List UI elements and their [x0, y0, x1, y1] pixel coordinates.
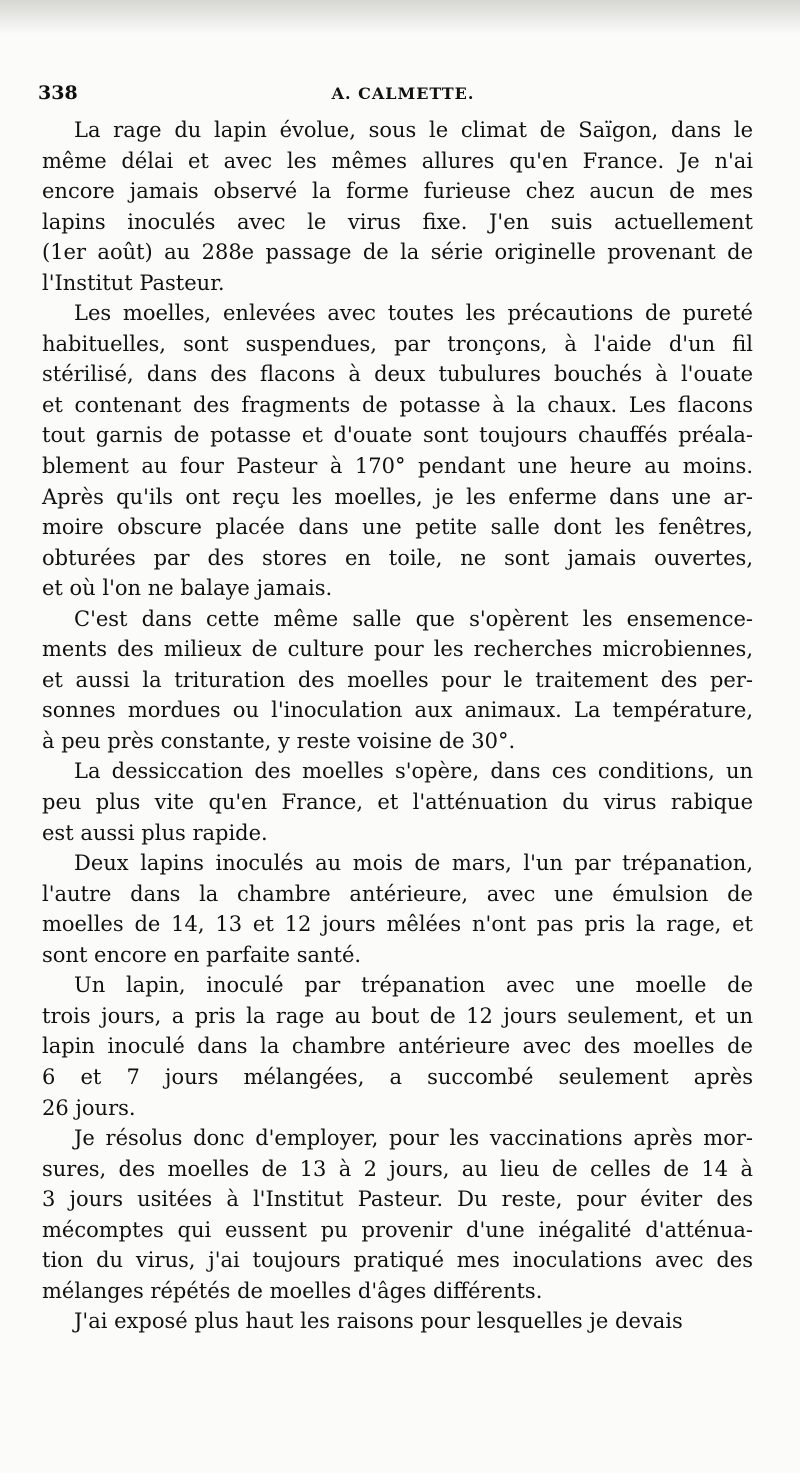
text-line: 26 jours.	[42, 1095, 136, 1120]
text-line: Un lapin, inoculé par trépanation avec une moelle de	[74, 973, 753, 998]
text-line: habituelles, sont suspendues, par tronçons, à l'aide d'un fil	[42, 331, 753, 356]
text-line: moire obscure placée dans une petite salle dont les fenêtres,	[42, 515, 753, 540]
text-line: tion du virus, j'ai toujours pratiqué mes inoculations avec des	[42, 1248, 753, 1273]
text-line: lapin inoculé dans la chambre antérieure avec des moelles de	[42, 1034, 753, 1059]
text-line: l'autre dans la chambre antérieure, avec une émulsion de	[42, 881, 753, 906]
text-line: sont encore en parfaite santé.	[42, 942, 362, 967]
text-line: C'est dans cette même salle que s'opèrent les ensemence-	[74, 606, 753, 631]
paragraph	[42, 1123, 753, 1306]
text-line: lapins inoculés avec le virus fixe. J'en suis actuellement	[42, 209, 753, 234]
text-line: obturées par des stores en toile, ne sont jamais ouvertes,	[42, 545, 753, 570]
text-line: sonnes mordues ou l'inoculation aux animaux. La température,	[42, 698, 753, 723]
text-line: (1er août) au 288e passage de la série originelle provenant de	[42, 240, 753, 265]
text-line: 3 jours usitées à l'Institut Pasteur. Du reste, pour éviter des	[42, 1187, 753, 1212]
text-line: sures, des moelles de 13 à 2 jours, au lieu de celles de 14 à	[42, 1156, 753, 1181]
page-edge-shadow	[0, 0, 800, 34]
text-line: Je résolus donc d'employer, pour les vaccinations après mor-	[74, 1126, 753, 1151]
text-line: même délai et avec les mêmes allures qu'en France. Je n'ai	[42, 148, 753, 173]
text-line: encore jamais observé la forme furieuse chez aucun de mes	[42, 179, 753, 204]
text-line: à peu près constante, y reste voisine de 30°.	[42, 728, 516, 753]
text-line: La dessiccation des moelles s'opère, dans ces conditions, un	[74, 759, 753, 784]
text-line: Deux lapins inoculés au mois de mars, l'un par trépanation,	[74, 851, 753, 876]
body-text	[42, 115, 753, 1337]
running-head	[38, 82, 768, 112]
text-line: peu plus vite qu'en France, et l'atténuation du virus rabique	[42, 790, 753, 815]
text-line: Après qu'ils ont reçu les moelles, je les enferme dans une ar-	[42, 484, 753, 509]
paragraph	[42, 115, 753, 298]
paragraph	[42, 298, 753, 603]
paragraph	[42, 604, 753, 757]
text-line: moelles de 14, 13 et 12 jours mêlées n'ont pas pris la rage, et	[42, 912, 753, 937]
text-line: est aussi plus rapide.	[42, 820, 268, 845]
text-line: et contenant des fragments de potasse à la chaux. Les flacons	[42, 392, 753, 417]
text-line: Les moelles, enlevées avec toutes les précautions de pureté	[74, 301, 753, 326]
text-line: 6 et 7 jours mélangées, a succombé seulement après	[42, 1064, 753, 1089]
paragraph	[42, 970, 753, 1123]
text-line: et aussi la trituration des moelles pour le traitement des per-	[42, 667, 753, 692]
text-line: mélanges répétés de moelles d'âges différents.	[42, 1278, 543, 1303]
text-line: tout garnis de potasse et d'ouate sont toujours chauffés préala-	[42, 423, 753, 448]
header-author: A. CALMETTE.	[331, 84, 475, 103]
paragraph	[42, 756, 753, 848]
text-line: La rage du lapin évolue, sous le climat de Saïgon, dans le	[74, 118, 753, 142]
text-line: J'ai exposé plus haut les raisons pour lesquelles je devais	[74, 1309, 683, 1334]
text-line: et où l'on ne balaye jamais.	[42, 576, 333, 601]
text-line: ments des milieux de culture pour les recherches microbiennes,	[42, 637, 753, 662]
paragraph	[42, 1306, 753, 1337]
text-line: stérilisé, dans des flacons à deux tubulures bouchés à l'ouate	[42, 362, 753, 387]
text-line: blement au four Pasteur à 170° pendant une heure au moins.	[42, 454, 753, 479]
text-line: trois jours, a pris la rage au bout de 12 jours seulement, et un	[42, 1003, 753, 1028]
text-line: l'Institut Pasteur.	[42, 270, 225, 295]
page-number: 338	[38, 82, 78, 104]
paragraph	[42, 848, 753, 970]
text-line: mécomptes qui eussent pu provenir d'une inégalité d'atténua-	[42, 1217, 753, 1242]
